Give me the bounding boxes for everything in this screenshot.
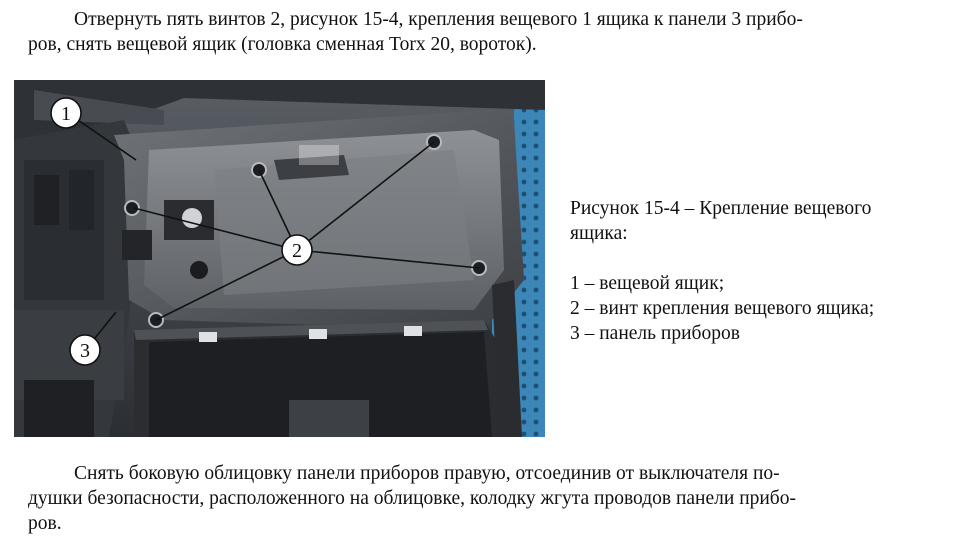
figure-title-line-2: ящика: [570,223,628,244]
callout-1 [51,98,81,128]
instruction-line-1: Отвернуть пять винтов 2, рисунок 15-4, крепления вещевого 1 ящика к панели 3 прибо- [74,9,803,30]
callout-2 [282,235,312,265]
legend-item-2: 2 – винт крепления вещевого ящика; [570,298,875,319]
instruction-bottom-line-1: Снять боковую облицовку панели приборов правую, отсоединив от выключателя по- [74,463,780,484]
instruction-paragraph-top [28,7,940,57]
figure-title-line-1: Рисунок 15-4 – Крепление вещевого [570,198,872,219]
legend-item-1: 1 – вещевой ящик; [570,273,725,294]
figure-legend [570,271,950,346]
instruction-bottom-line-3: ров. [28,513,62,534]
callout-2-label: 2 [292,240,302,262]
instruction-bottom-line-2: душки безопасности, расположенного на облицовке, колодку жгута проводов панели прибо- [28,488,796,509]
instruction-paragraph-bottom [28,461,940,536]
glovebox-photo [14,80,545,437]
callout-3 [70,335,100,365]
legend-item-3: 3 – панель приборов [570,323,740,344]
callout-3-label: 3 [80,340,90,362]
figure-caption [570,196,950,346]
callout-1-label: 1 [61,103,71,125]
instruction-line-2: ров, снять вещевой ящик (головка сменная Torx 20, вороток). [28,34,537,55]
